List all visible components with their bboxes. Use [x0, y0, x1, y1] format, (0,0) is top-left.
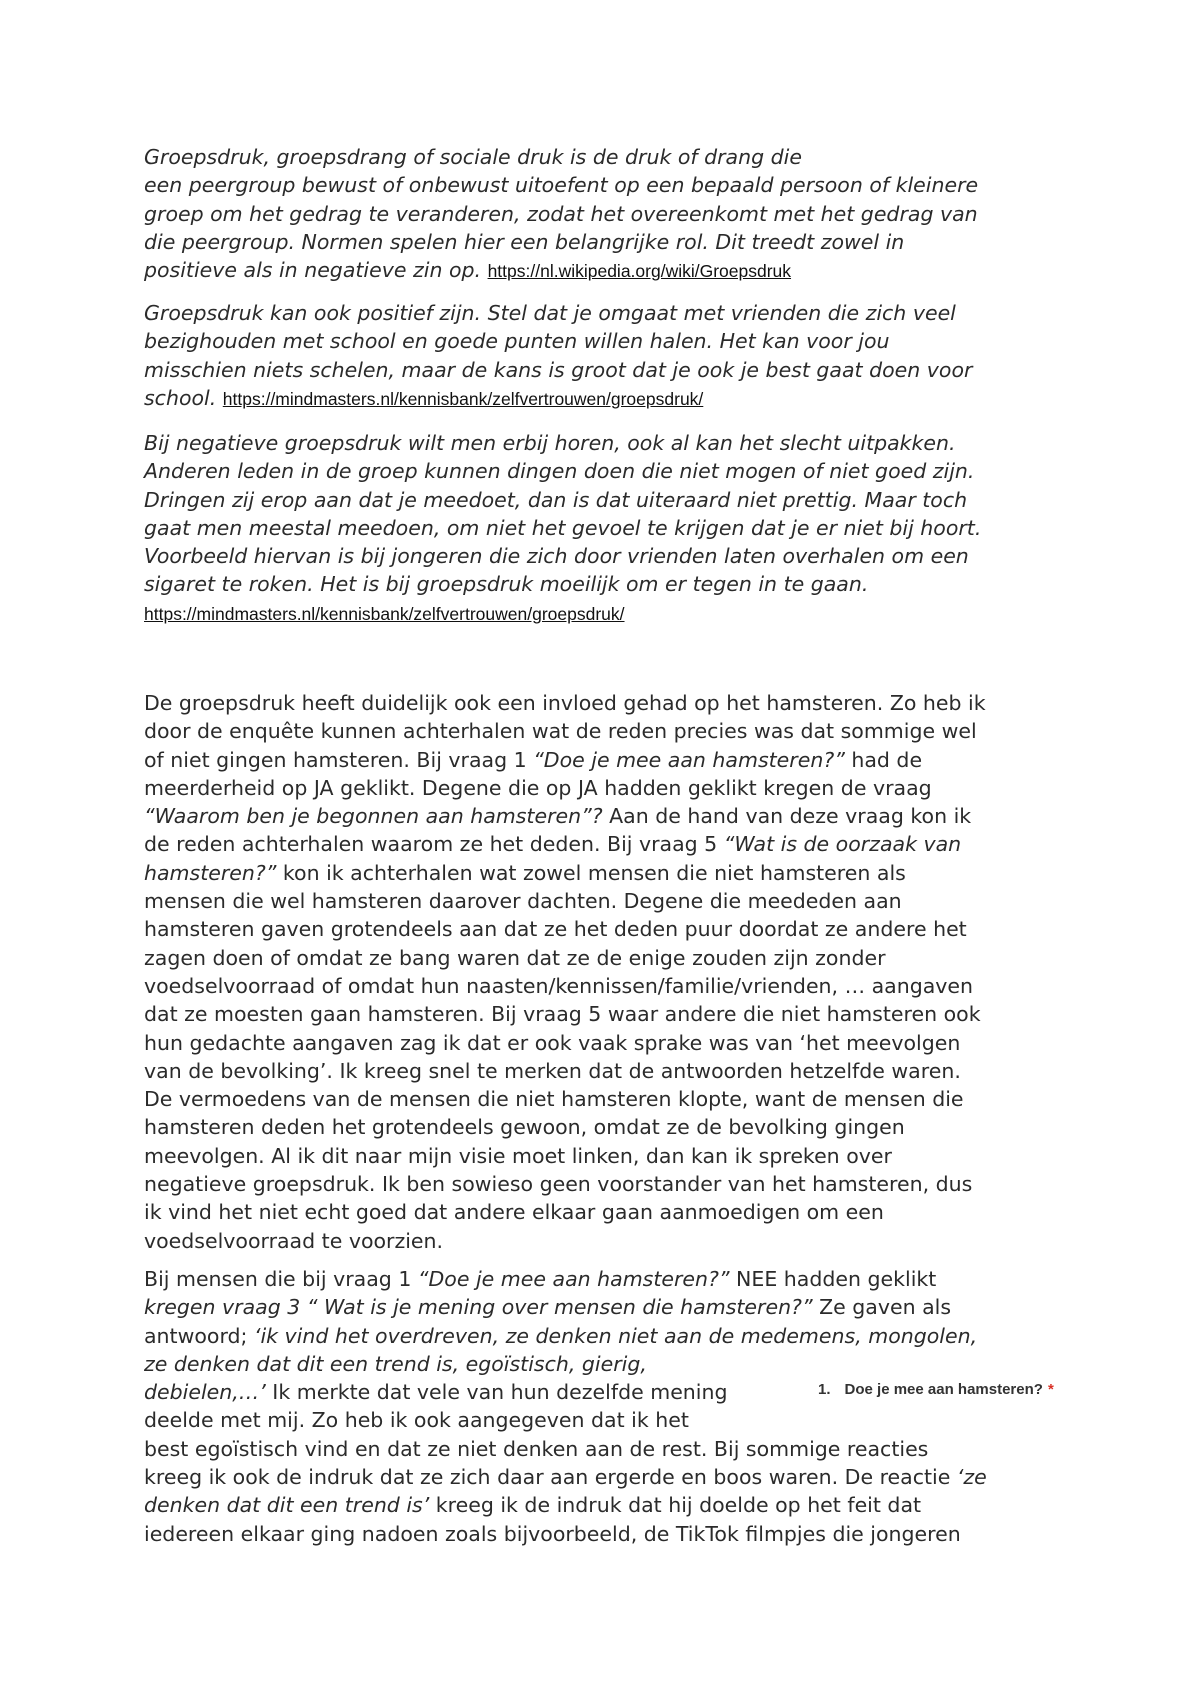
text-line: die peergroup. Normen spelen hier een belangrijke rol. Dit treedt zowel in: [144, 229, 905, 254]
text-line: [144, 746, 1074, 774]
answer-quote: debielen,…’: [144, 1380, 266, 1405]
required-mark: *: [1047, 1381, 1054, 1398]
answer-quote: ‘ik vind het overdreven, ze denken niet aan de medemens, mongolen,: [253, 1323, 978, 1348]
text-segment: Bij mensen die bij vraag 1: [144, 1267, 418, 1291]
intro-paragraph-1: [144, 143, 1074, 285]
question-quote: “Doe je mee aan hamsteren?”: [417, 1267, 730, 1291]
answer-quote: ‘ze: [956, 1465, 987, 1490]
text-line: iedereen elkaar ging nadoen zoals bijvoorbeeld, de TikTok filmpjes die jongeren: [144, 1521, 961, 1546]
text-line: bezighouden met school en goede punten willen halen. Het kan voor jou: [144, 329, 890, 354]
text-segment: of niet gingen hamsteren. Bij vraag 1: [144, 747, 534, 772]
text-line: Dringen zij erop aan dat je meedoet, dan is dat uiteraard niet prettig. Maar toch: [144, 487, 968, 512]
source-link[interactable]: https://mindmasters.nl/kennisbank/zelfvertrouwen/groepsdruk/: [222, 388, 704, 409]
text-line: negatieve groepsdruk. Ik ben sowieso geen voorstander van het hamsteren, dus: [144, 1172, 973, 1197]
question-text: Doe je mee aan hamsteren?: [844, 1381, 1043, 1398]
text-line: gaat men meestal meedoen, om niet het gevoel te krijgen dat je er niet bij hoort.: [144, 515, 982, 540]
text-line: dat ze moesten gaan hamsteren. Bij vraag 5 waar andere die niet hamsteren ook: [144, 1002, 981, 1027]
survey-question-image: [818, 1381, 1054, 1398]
text-line: De groepsdruk heeft duidelijk ook een invloed gehad op het hamsteren. Zo heb ik: [144, 691, 986, 715]
text-line: [144, 1265, 1074, 1293]
text-segment: school.: [144, 385, 217, 410]
text-segment: Aan de hand van deze vraag kon ik: [602, 804, 972, 829]
text-line: [144, 1322, 1074, 1350]
text-line: misschien niets schelen, maar de kans is groot dat je ook je best gaat doen voor: [144, 357, 973, 382]
text-segment: NEE hadden geklikt: [729, 1267, 937, 1291]
intro-paragraph-3: [144, 429, 1074, 628]
intro-paragraph-2: [144, 299, 1074, 413]
text-line: [144, 1491, 1074, 1519]
text-line: Groepsdruk kan ook positief zijn. Stel dat je omgaat met vrienden die zich veel: [144, 301, 956, 325]
text-line: sigaret te roken. Het is bij groepsdruk moeilijk om er tegen in te gaan.: [144, 572, 869, 597]
text-line: groep om het gedrag te veranderen, zodat het overeenkomt met het gedrag van: [144, 201, 978, 226]
text-line: [144, 599, 1074, 628]
text-segment: positieve als in negatieve zin op.: [144, 258, 482, 283]
text-line: mensen die wel hamsteren daarover dachten. Degene die meededen aan: [144, 889, 902, 914]
text-line: hamsteren gaven grotendeels aan dat ze het deden puur doordat ze andere het: [144, 917, 967, 942]
text-line: ik vind het niet echt goed dat andere elkaar gaan aanmoedigen om een: [144, 1200, 884, 1225]
text-line: [144, 802, 1074, 830]
text-segment: Ze gaven als: [812, 1295, 952, 1320]
text-line: [144, 859, 1074, 887]
question-quote: kregen vraag 3 “ Wat is je mening over mensen die hamsteren?”: [144, 1295, 813, 1320]
text-line: [144, 1463, 1074, 1491]
text-line: deelde met mij. Zo heb ik ook aangegeven dat ik het: [144, 1408, 689, 1433]
text-line: meerderheid op JA geklikt. Degene die op JA hadden geklikt kregen de vraag: [144, 775, 932, 800]
text-line: Voorbeeld hiervan is bij jongeren die zich door vrienden laten overhalen om een: [144, 544, 969, 569]
text-segment: kreeg ik de indruk dat hij doelde op het feit dat: [429, 1493, 922, 1518]
question-quote: “Wat is de oorzaak van: [723, 832, 962, 857]
text-line: ze denken dat dit een trend is, egoïstisch, gierig,: [144, 1351, 647, 1376]
text-line: hun gedachte aangaven zag ik dat er ook vaak sprake was van ‘het meevolgen: [144, 1030, 961, 1055]
text-segment: kon ik achterhalen wat zowel mensen die niet hamsteren als: [276, 860, 906, 885]
question-quote: “Doe je mee aan hamsteren?”: [533, 747, 845, 772]
text-line: De vermoedens van de mensen die niet hamsteren klopte, want de mensen die: [144, 1087, 964, 1112]
text-line: meevolgen. Al ik dit naar mijn visie moet linken, dan kan ik spreken over: [144, 1143, 892, 1168]
question-quote: hamsteren?”: [144, 860, 277, 885]
answer-quote: denken dat dit een trend is’: [144, 1493, 430, 1518]
body-paragraph-2: [144, 1265, 1074, 1548]
body-paragraph-1: [144, 689, 1074, 1255]
text-line: door de enquête kunnen achterhalen wat de reden precies was dat sommige wel: [144, 719, 977, 744]
text-segment: Ik merkte dat vele van hun dezelfde mening: [265, 1380, 728, 1405]
text-segment: had de: [844, 747, 923, 772]
text-line: [144, 830, 1074, 858]
text-line: [144, 1293, 1074, 1321]
text-line: Anderen leden in de groep kunnen dingen doen die niet mogen of niet goed zijn.: [144, 459, 975, 484]
text-line: Bij negatieve groepsdruk wilt men erbij horen, ook al kan het slecht uitpakken.: [144, 431, 956, 455]
text-line: een peergroup bewust of onbewust uitoefent op een bepaald persoon of kleinere: [144, 173, 979, 198]
text-line: voedselvoorraad of omdat hun naasten/kennissen/familie/vrienden, … aangaven: [144, 973, 974, 998]
text-line: [144, 256, 1074, 285]
text-line: hamsteren deden het grotendeels gewoon, omdat ze de bevolking gingen: [144, 1115, 905, 1140]
text-segment: de reden achterhalen waarom ze het deden. Bij vraag 5: [144, 832, 724, 857]
text-line: zagen doen of omdat ze bang waren dat ze de enige zouden zijn zonder: [144, 945, 886, 970]
text-line: van de bevolking’. Ik kreeg snel te merken dat de antwoorden hetzelfde waren.: [144, 1058, 961, 1083]
source-link[interactable]: https://nl.wikipedia.org/wiki/Groepsdruk: [487, 261, 792, 282]
text-line: Groepsdruk, groepsdrang of sociale druk is de druk of drang die: [144, 145, 802, 169]
text-segment: kreeg ik ook de indruk dat ze zich daar aan ergerde en boos waren. De reactie: [144, 1465, 957, 1490]
text-line: [144, 384, 1074, 413]
text-line: voedselvoorraad te voorzien.: [144, 1228, 444, 1253]
question-quote: “Waarom ben je begonnen aan hamsteren”?: [144, 804, 603, 829]
text-segment: antwoord;: [144, 1323, 254, 1348]
source-link[interactable]: https://mindmasters.nl/kennisbank/zelfvertrouwen/groepsdruk/: [144, 603, 625, 624]
question-number: 1.: [818, 1381, 831, 1398]
text-line: best egoïstisch vind en dat ze niet denken aan de rest. Bij sommige reacties: [144, 1436, 929, 1461]
